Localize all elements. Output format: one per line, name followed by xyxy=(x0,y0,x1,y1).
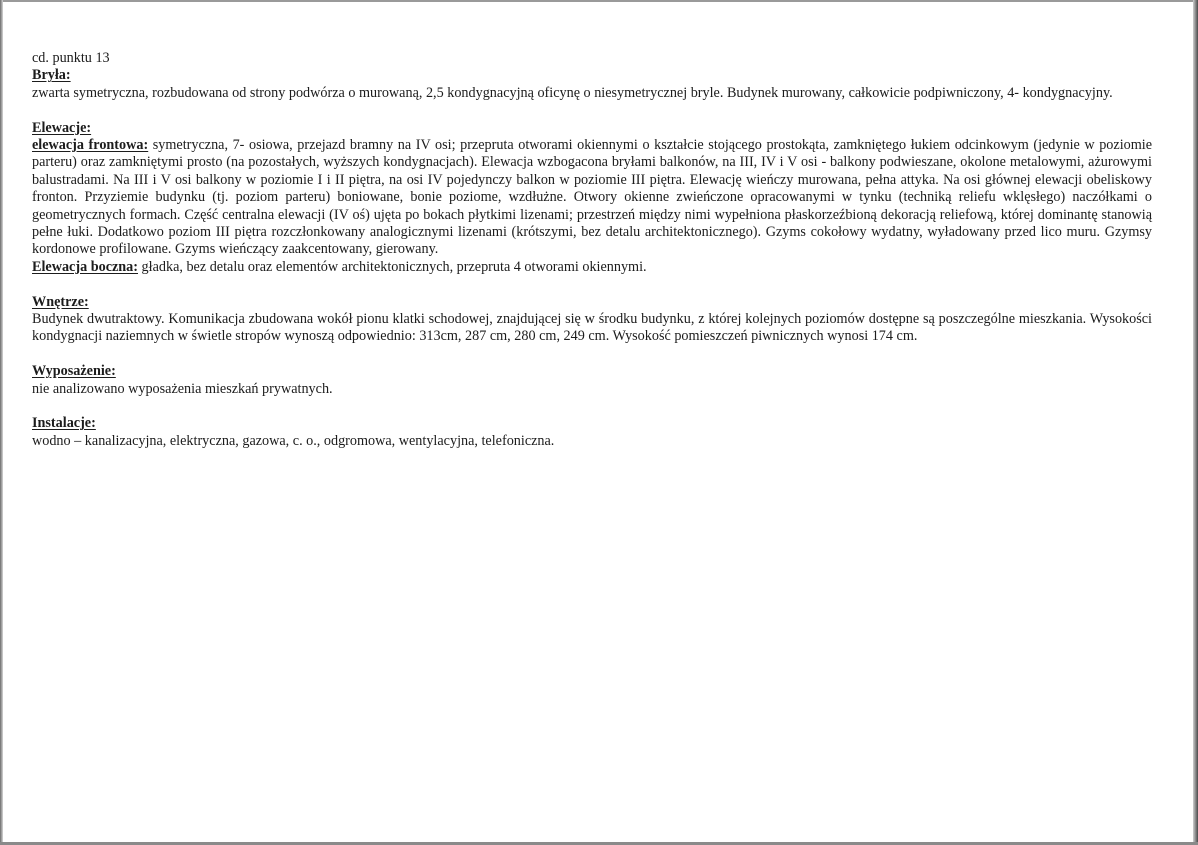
wnetrze-text: Budynek dwutraktowy. Komunikacja zbudowana wokół pionu klatki schodowej, znajdującej się w środku budynku, z której kolejnych poziomów dostępne są poszczególne mieszkania. Wysokości kondygnacji naziemnych w świetle stropów wynoszą odpowiednio: 313cm, 287 cm, 280 cm, 249 cm. Wysokość pomieszczeń piwnicznych wynosi 174 cm. xyxy=(32,311,1152,345)
bryla-text: zwarta symetryczna, rozbudowana od strony podwórza o murowaną, 2,5 kondygnacyjną oficynę o niesymetrycznej bryle. Budynek murowany, całkowicie podpiwniczony, 4- kondygnacyjny. xyxy=(32,84,1113,101)
wyposazenie-heading: Wyposażenie: xyxy=(32,363,116,380)
instalacje-heading: Instalacje: xyxy=(32,415,96,432)
document-content xyxy=(32,50,1152,450)
continuation-note: cd. punktu 13 xyxy=(32,50,110,66)
instalacje-text: wodno – kanalizacyjna, elektryczna, gazowa, c. o., odgromowa, wentylacyjna, telefoniczna. xyxy=(32,432,555,449)
wnetrze-heading: Wnętrze: xyxy=(32,293,89,310)
wyposazenie-text: nie analizowano wyposażenia mieszkań prywatnych. xyxy=(32,380,333,397)
elewacja-frontowa-label: elewacja frontowa: xyxy=(32,137,149,154)
scan-edge-left xyxy=(0,0,3,845)
elewacja-boczna-paragraph xyxy=(32,259,1152,276)
elewacja-frontowa-paragraph xyxy=(32,137,1152,259)
elewacja-boczna-text: gładka, bez detalu oraz elementów architektonicznych, przepruta 4 otworami okiennymi. xyxy=(138,258,647,275)
elewacje-heading: Elewacje: xyxy=(32,119,92,136)
scan-edge-right xyxy=(1193,0,1198,845)
elewacja-boczna-label: Elewacja boczna: xyxy=(32,258,138,275)
elewacja-frontowa-text: symetryczna, 7- osiowa, przejazd bramny na IV osi; przepruta otworami okiennymi o kształcie stojącego prostokąta, zamkniętego łukiem odcinkowym (jedynie w poziomie parteru) oraz zamkniętymi prosto (na pozostałych, wyższych kondygnacjach). Elewacja wzbogacona bryłami balkonów, na III, IV i V osi - balkony podwieszane, okolone metalowymi, ażurowymi balustradami. Na III i V osi balkony w poziomie I i II piętra, na osi IV pojedynczy balkon w poziomie III piętra. Elewację wieńczy murowana, pełna attyka. Na osi głównej elewacji obeliskowy fronton. Przyziemie budynku (tj. poziom parteru) boniowane, bonie poziome, wzdłużne. Otwory okienne zwieńczone opracowanymi w tynku (techniką reliefu wklęsłego) naczółkami o geometrycznych formach. Część centralna elewacji (IV oś) ujęta po bokach płytkimi lizenami; przestrzeń między nimi wypełniona płaskorzeźbioną dekoracją reliefową, której dominantę stanowią pełne łuki. Dodatkowo poziom III piętra rozczłonkowany analogicznymi lizenami (krótszymi, bez detalu architektonicznego). Gzyms cokołowy wydatny, wyładowany przed lico muru. Gzymsy kordonowe profilowane. Gzyms wieńczący zaakcentowany, gierowany. xyxy=(32,137,1153,258)
scan-edge-top xyxy=(0,0,1198,2)
bryla-heading: Bryła: xyxy=(32,67,71,84)
